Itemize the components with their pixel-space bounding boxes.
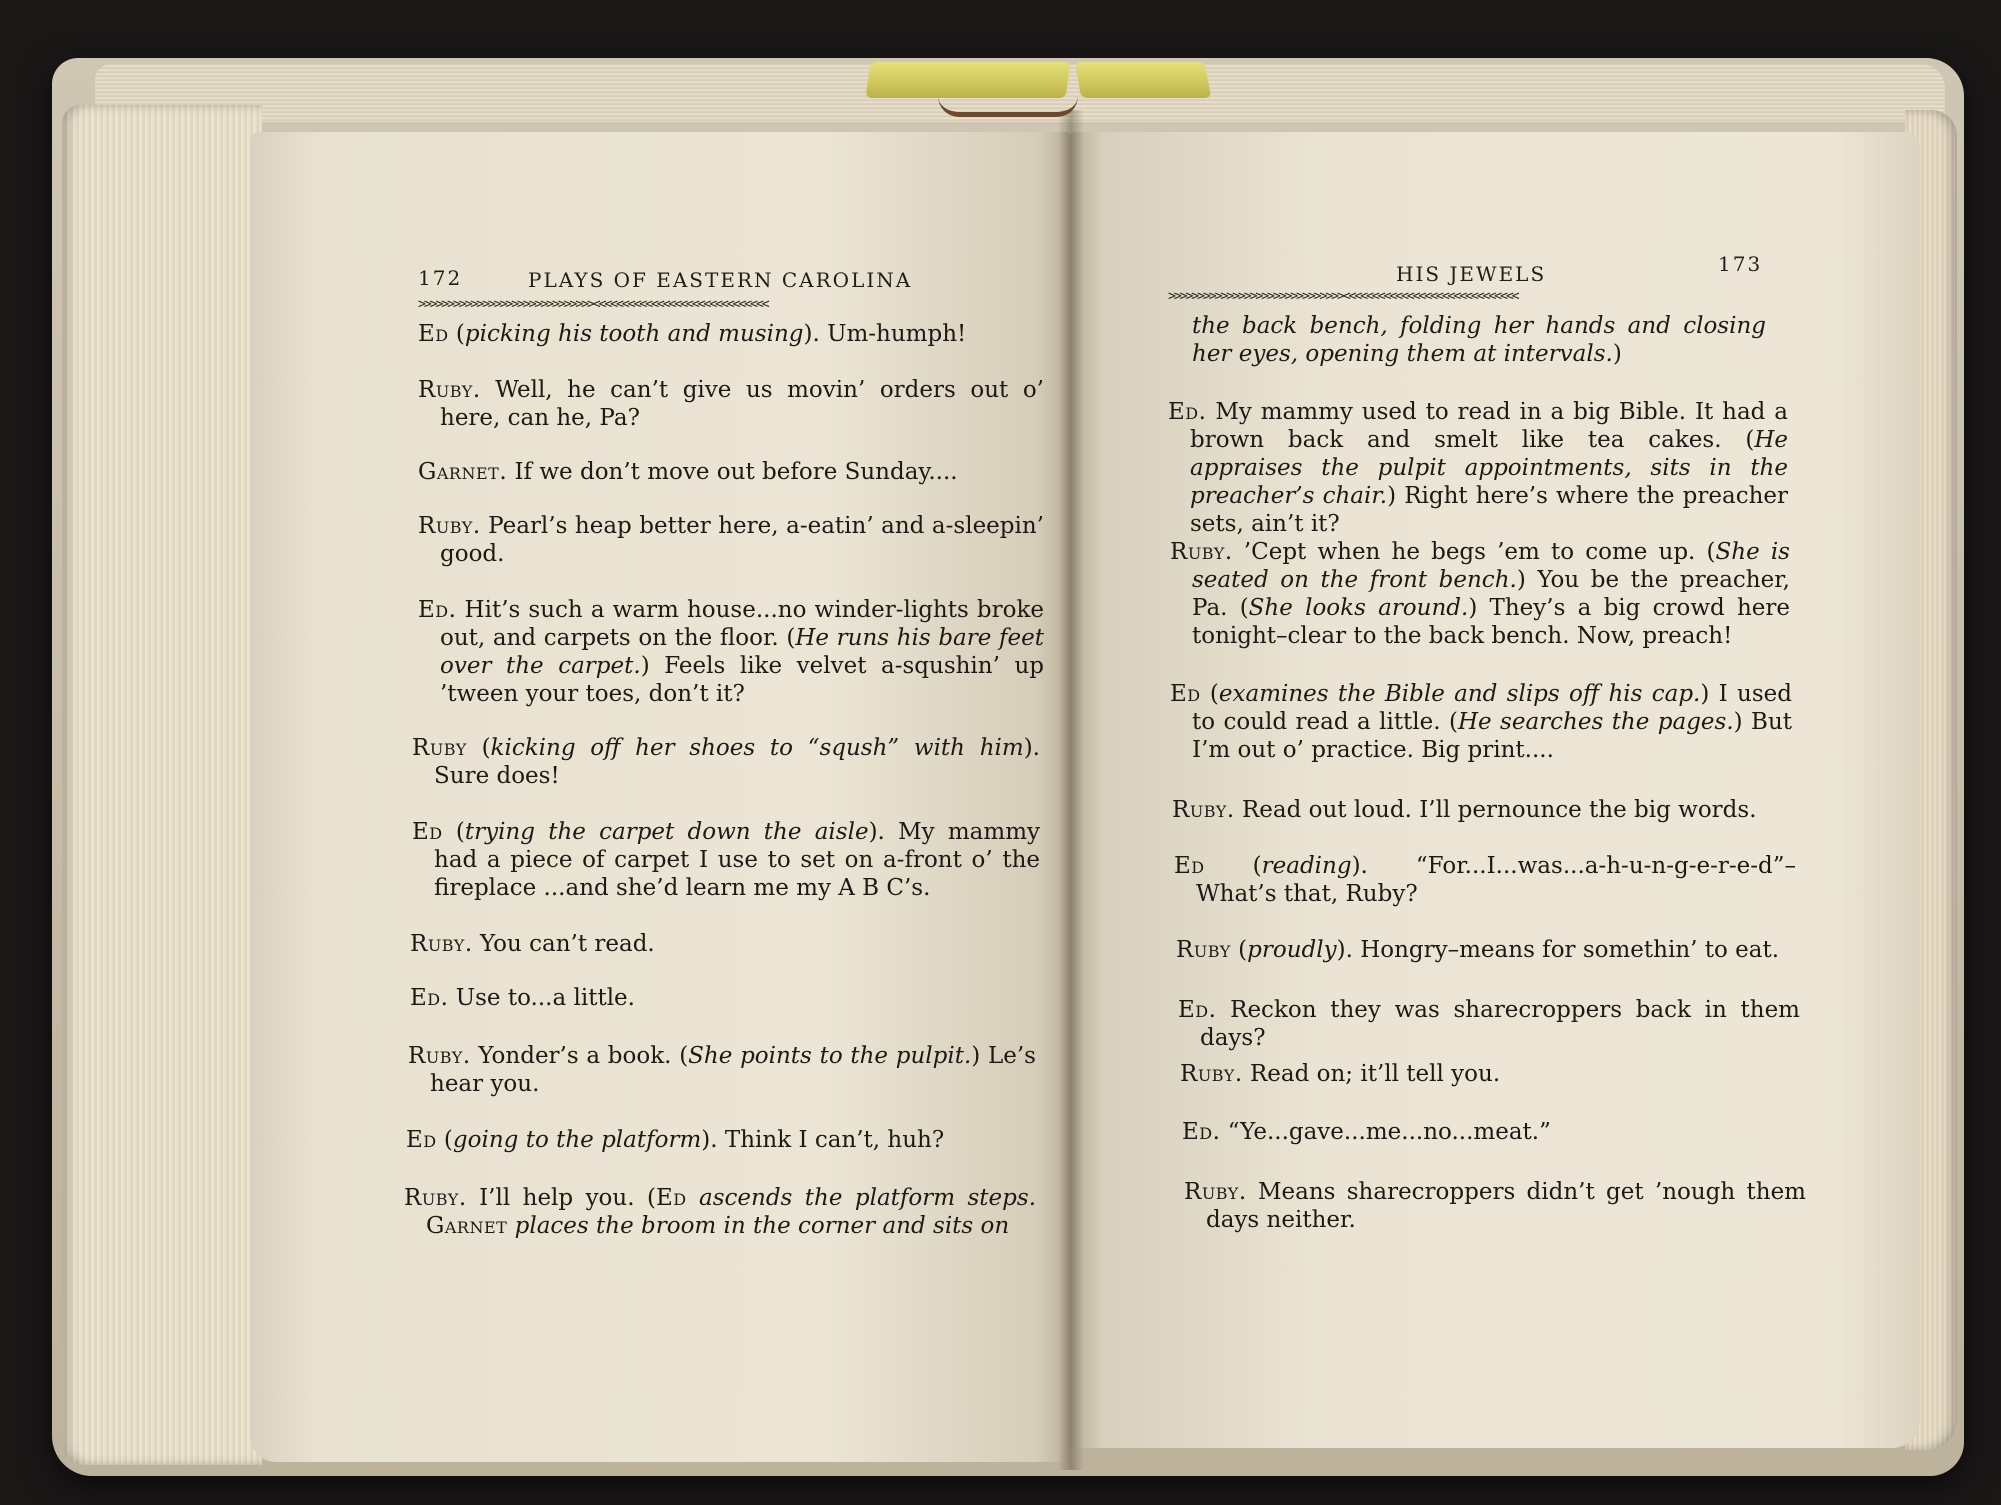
right-line-7 [1178,996,1800,1052]
speaker: Ed [1170,681,1201,707]
text: ( [1200,681,1219,707]
text: ). My mammy had a piece of carpet I use to set on a-front o’ the fireplace ...and she’d learn me my A B C’s. [434,819,1040,901]
speaker: Ed. [1178,997,1217,1023]
stage-direction: She is seated on the front bench. [1192,539,1790,593]
speaker: Ruby. [1184,1179,1247,1205]
speaker: Ruby. [1180,1061,1243,1087]
speaker: Ruby. [418,513,481,539]
text: I’ll help you. ( [466,1185,656,1211]
book-gutter [1058,110,1084,1470]
text: Reckon they was sharecroppers back in them days? [1200,997,1800,1051]
text: ) But I’m out o’ practice. Big print.... [1192,709,1792,763]
speaker: Garnet. [418,459,508,485]
text: ) You be the preacher, Pa. ( [1192,567,1790,621]
stage-direction: She points to the pulpit. [688,1043,972,1069]
left-line-3 [418,458,1044,486]
speaker: Ed [412,819,443,845]
text: Means sharecroppers didn’t get ’nough them days neither. [1206,1179,1806,1233]
text: “Ye...gave...me...no...meat.” [1220,1119,1551,1145]
text: Well, he can’t give us movin’ orders out o’ here, can he, Pa? [440,377,1044,431]
stage-direction: proudly [1247,937,1337,963]
right-continuation [1192,312,1766,368]
right-line-9 [1182,1118,1804,1146]
bookmark-ribbon-right [1075,62,1211,98]
speaker: Ruby [412,735,467,761]
text: ). Um-humph! [803,321,967,347]
bookmark-ribbon-left [865,62,1070,98]
text: ) They’s a big crowd here tonight–clear to the back bench. Now, preach! [1192,595,1790,649]
left-ornamental-rule: >>>>>>>>>>>>>>>>>>>>>>>>>>>>>><<<<<<<<<<<<<<<<<<<<<<<<<<<<<< [418,298,768,312]
speaker: Ed. [1182,1119,1221,1145]
right-line-2 [1170,538,1790,650]
left-line-5 [418,596,1044,708]
stage-direction: the back bench, folding her hands and closing her eyes, opening them at intervals. [1192,313,1766,367]
left-line-10 [408,1042,1036,1098]
text: If we don’t move out before Sunday.... [507,459,958,485]
right-line-4 [1172,796,1794,824]
text: ) I used to could read a little. ( [1192,681,1792,735]
right-line-3 [1170,680,1792,764]
speaker: Ruby. [1170,539,1233,565]
text: Read out loud. I’ll pernounce the big words. [1234,797,1757,823]
stage-direction: reading [1261,853,1352,879]
text: Use to...a little. [448,985,635,1011]
text: Pearl’s heap better here, a-eatin’ and a-sleepin’ good. [440,513,1044,567]
speaker: Ed. [410,985,449,1011]
right-page-number: 173 [1718,252,1763,276]
text: ( [442,819,465,845]
speaker: Ruby. [404,1185,467,1211]
left-line-8 [410,930,1038,958]
text: ( [1204,853,1262,879]
text: ( [448,321,465,347]
stage-direction: places the broom in the corner and sits on [507,1213,1010,1239]
left-page-edges [62,105,262,1465]
speaker: Ruby [1176,937,1231,963]
text: ). Hongry–means for somethin’ to eat. [1336,937,1780,963]
speaker: Ed [406,1127,437,1153]
text: My mammy used to read in a big Bible. It had a brown back and smelt like tea cakes. ( [1190,399,1788,453]
text: ) Le’s hear you. [430,1043,1036,1097]
stage-direction: trying the carpet down the aisle [464,819,869,845]
text: ’Cept when he begs ’em to come up. ( [1232,539,1716,565]
bookmark-cord [938,96,1078,117]
left-line-12 [404,1184,1036,1240]
text: ( [1230,937,1248,963]
speaker: Garnet [426,1213,508,1239]
text: ). Sure does! [434,735,1040,789]
right-line-10 [1184,1178,1806,1234]
stage-direction: going to the platform [452,1127,702,1153]
left-line-7 [412,818,1040,902]
stage-direction: ascends the platform steps. [686,1185,1036,1211]
speaker: Ruby. [410,931,473,957]
left-line-4 [418,512,1044,568]
text: Read on; it’ll tell you. [1242,1061,1501,1087]
right-line-1 [1168,398,1788,538]
text: You can’t read. [472,931,655,957]
text: ) Feels like velvet a-squshin’ up ’tween your toes, don’t it? [440,653,1044,707]
right-line-8 [1180,1060,1802,1088]
left-line-9 [410,984,1038,1012]
text: ). “For...I...was...a-h-u-n-g-e-r-e-d”– What’s that, Ruby? [1196,853,1796,907]
left-line-1 [418,320,1040,348]
speaker: Ed. [418,597,457,623]
stage-direction: He appraises the pulpit appointments, sits in the preacher’s chair. [1190,427,1788,509]
text: ( [466,735,491,761]
stage-direction: picking his tooth and musing [464,321,804,347]
speaker: Ruby. [1172,797,1235,823]
left-page-number: 172 [418,266,463,290]
stage-direction: kicking off her shoes to “sqush” with him [490,735,1024,761]
speaker: Ed [1174,853,1205,879]
speaker: Ruby. [418,377,481,403]
text: Yonder’s a book. ( [470,1043,689,1069]
right-line-5 [1174,852,1796,908]
text: ) Right here’s where the preacher sets, ain’t it? [1190,483,1788,537]
right-line-6 [1176,936,1798,964]
speaker: Ed. [1168,399,1207,425]
stage-direction: examines the Bible and slips off his cap. [1218,681,1701,707]
left-running-head: PLAYS OF EASTERN CAROLINA [528,268,913,292]
stage-direction: He searches the pages. [1457,709,1734,735]
speaker: Ed [655,1185,687,1211]
text: ). Think I can’t, huh? [701,1127,945,1153]
right-ornamental-rule: >>>>>>>>>>>>>>>>>>>>>>>>>>>>>><<<<<<<<<<<<<<<<<<<<<<<<<<<<<< [1168,290,1518,304]
stage-direction: He runs his bare feet over the carpet. [440,625,1044,679]
speaker: Ed [418,321,449,347]
text: ( [436,1127,453,1153]
text: ) [1612,341,1622,367]
stage-direction: She looks around. [1248,595,1469,621]
left-line-6 [412,734,1040,790]
left-line-11 [406,1126,1034,1154]
text: Hit’s such a warm house...no winder-lights broke out, and carpets on the floor. ( [440,597,1044,651]
left-line-2 [418,376,1044,432]
speaker: Ruby. [408,1043,471,1069]
right-running-head: HIS JEWELS [1396,262,1547,286]
